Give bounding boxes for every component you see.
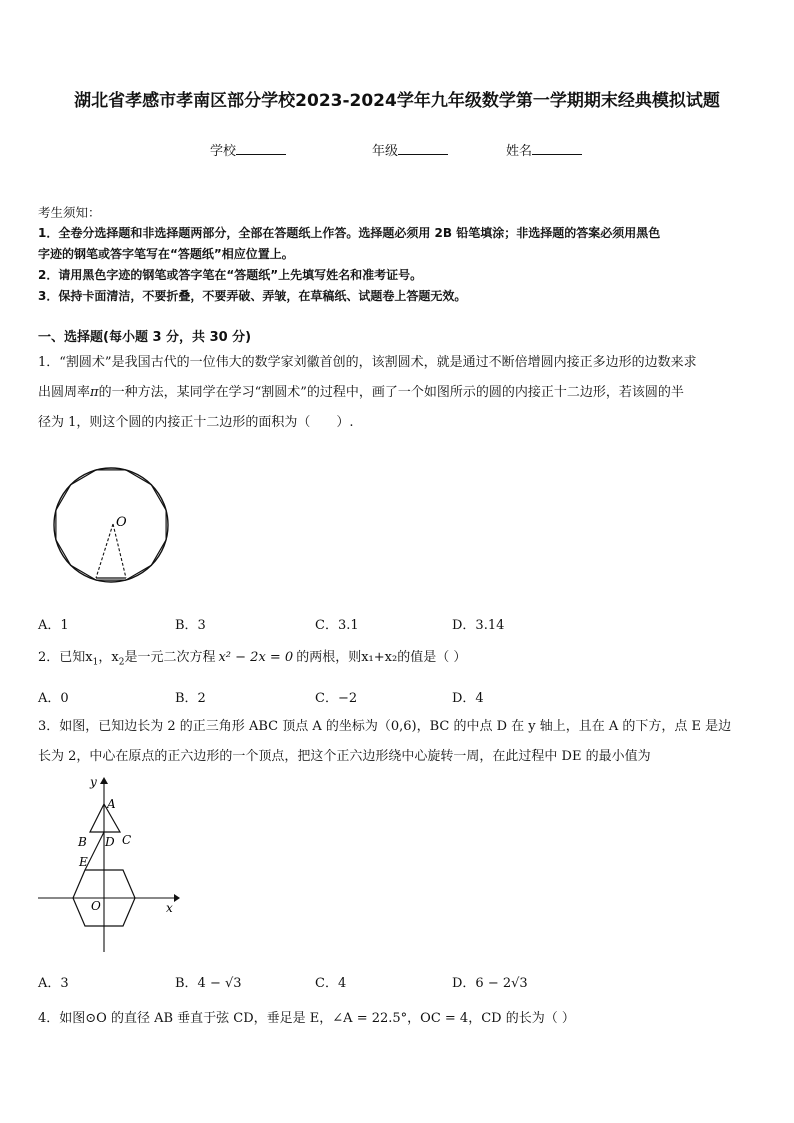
q2-text-b: 是一元二次方程 <box>124 650 216 665</box>
note-2: 2．请用黑色字迹的钢笔或答字笔在“答题纸”上先填写姓名和准考证号。 <box>38 268 423 282</box>
note-1a: 1．全卷分选择题和非选择题两部分，全部在答题纸上作答。选择题必须用 2B 铅笔填涂；非选择题的答案必须用黑色 <box>38 226 661 240</box>
q1-option-b: B．3 <box>175 618 206 633</box>
label-b: B <box>78 835 87 849</box>
label-x: x <box>166 901 173 915</box>
q3-option-c: C．4 <box>315 976 347 991</box>
q3-line-2: 长为 2，中心在原点的正六边形的一个顶点，把这个正六边形绕中心旋转一周，在此过程中 DE 的最小值为 <box>38 749 651 764</box>
page-title: 湖北省孝感市孝南区部分学校2023-2024学年九年级数学第一学期期末经典模拟试题 <box>74 91 720 111</box>
note-1b: 字迹的钢笔或答字笔写在“答题纸”相应位置上。 <box>38 247 294 261</box>
grade-blank <box>398 142 448 155</box>
label-o: O <box>116 515 127 530</box>
y-axis-arrow <box>100 777 108 784</box>
dodecagon-figure <box>46 460 176 590</box>
q1-line-2 <box>38 378 760 408</box>
q3-option-a: A．3 <box>38 976 69 991</box>
q2-option-a: A．0 <box>38 691 69 706</box>
q2-sum: x₁+x₂ <box>361 650 398 665</box>
notes-heading: 考生须知： <box>38 205 101 220</box>
question-2 <box>38 643 760 678</box>
exam-notes <box>38 202 758 307</box>
label-c: C <box>122 833 132 847</box>
q2-x1: x <box>85 650 93 665</box>
q2-option-b: B．2 <box>175 691 206 706</box>
label-origin: O <box>91 899 101 913</box>
q3-option-d: D．6 − 2√3 <box>452 976 528 991</box>
grade-label: 年级 <box>372 144 399 159</box>
x-axis-arrow <box>174 894 180 902</box>
q1-line-2a: 出圆周率 <box>38 385 91 400</box>
section-heading: 一、选择题(每小题 3 分，共 30 分) <box>38 330 252 345</box>
q2-comma: ， <box>98 650 112 665</box>
q2-sub1: 1 <box>92 657 99 668</box>
school-label: 学校 <box>210 144 237 159</box>
q1-option-c: C．3.1 <box>315 618 359 633</box>
grade-field <box>372 140 448 159</box>
q2-text-c: 的两根，则 <box>296 650 362 665</box>
question-4: 4．如图⊙O 的直径 AB 垂直于弦 CD，垂足是 E，∠A = 22.5°，OC = 4，CD 的长为（ ） <box>38 1011 575 1026</box>
q1-option-a: A．1 <box>38 618 69 633</box>
segment-de <box>85 832 104 870</box>
label-y: y <box>90 775 97 789</box>
q2-text-a: 2．已知 <box>38 650 86 665</box>
name-label: 姓名 <box>506 144 533 159</box>
q2-option-d: D．4 <box>452 691 484 706</box>
radius-left <box>96 524 113 578</box>
q2-x2: x <box>111 650 119 665</box>
label-d: D <box>105 835 115 849</box>
q2-equation: x² − 2x = 0 <box>218 650 294 665</box>
label-e: E <box>79 855 88 869</box>
name-field <box>506 140 582 159</box>
label-a: A <box>107 797 116 811</box>
question-3 <box>38 712 760 772</box>
q1-line-3: 径为 1，则这个圆的内接正十二边形的面积为（ ）. <box>38 415 354 430</box>
school-blank <box>236 142 286 155</box>
dodecagon <box>56 470 166 580</box>
q3-option-b: B．4 − √3 <box>175 976 242 991</box>
name-blank <box>532 142 582 155</box>
pi-symbol: π <box>90 385 99 400</box>
q1-line-1: 1．“割圆术”是我国古代的一位伟大的数学家刘徽首创的，该割圆术，就是通过不断倍增圆内接正多边形的边数来求 <box>38 355 697 370</box>
q2-text-d: 的值是（ ） <box>397 650 467 665</box>
q2-option-c: C．−2 <box>315 691 358 706</box>
q2-sub2: 2 <box>118 657 125 668</box>
note-3: 3．保持卡面清洁，不要折叠，不要弄破、弄皱，在草稿纸、试题卷上答题无效。 <box>38 289 467 303</box>
q1-line-2b: 的一种方法，某同学在学习“割圆术”的过程中，画了一个如图所示的圆的内接正十二边形，若该圆的半 <box>98 385 684 400</box>
hexagon-triangle-figure <box>34 772 184 954</box>
school-field <box>210 140 286 159</box>
radius-right <box>113 524 126 578</box>
q3-line-1: 3．如图，已知边长为 2 的正三角形 ABC 顶点 A 的坐标为（0,6)，BC 的中点 D 在 y 轴上，且在 A 的下方，点 E 是边 <box>38 719 732 734</box>
question-1 <box>38 348 760 438</box>
q1-option-d: D．3.14 <box>452 618 505 633</box>
